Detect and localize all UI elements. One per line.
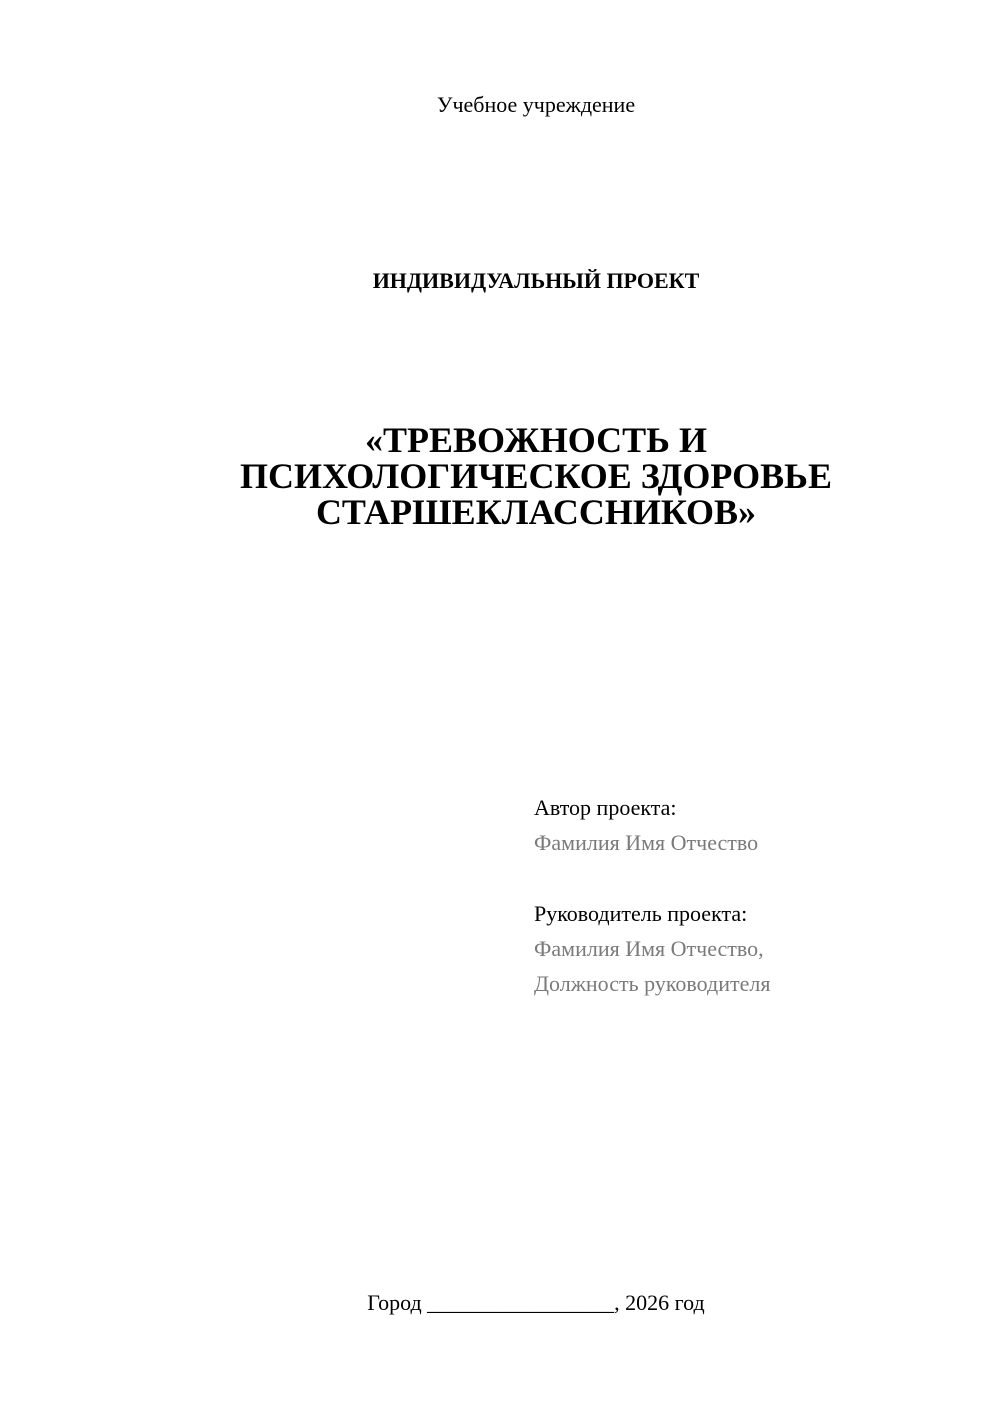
supervisor-position: Должность руководителя [534, 971, 771, 996]
project-title [0, 422, 1000, 530]
author-label: Автор проекта: [534, 795, 677, 820]
city-year-line: Город _________________, 2026 год [367, 1290, 705, 1315]
project-type-heading: ИНДИВИДУАЛЬНЫЙ ПРОЕКТ [372, 268, 700, 293]
supervisor-name: Фамилия Имя Отчество, [534, 936, 764, 961]
project-title-line: «ТРЕВОЖНОСТЬ И [365, 420, 707, 460]
project-title-line: ПСИХОЛОГИЧЕСКОЕ ЗДОРОВЬЕ [240, 456, 832, 496]
author-name: Фамилия Имя Отчество [534, 830, 759, 855]
project-title-line: СТАРШЕКЛАССНИКОВ» [315, 492, 757, 532]
supervisor-label: Руководитель проекта: [534, 901, 748, 926]
credits-spacer [534, 860, 974, 896]
institution-name: Учебное учреждение [436, 92, 636, 117]
credits-block [534, 790, 974, 1001]
